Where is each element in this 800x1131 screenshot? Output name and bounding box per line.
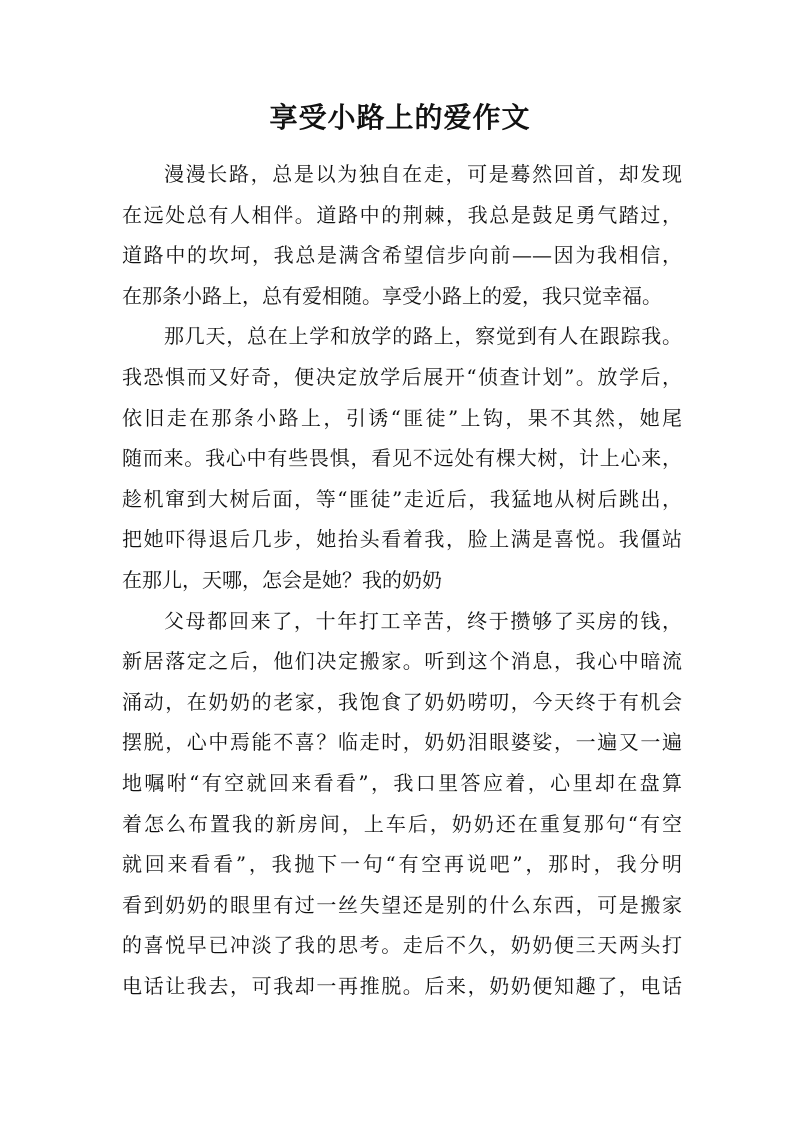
body-line: 看到奶奶的眼里有过一丝失望还是别的什么东西，可是搬家 — [122, 892, 682, 917]
body-line: 就回来看看”，我抛下一句“有空再说吧”，那时，我分明 — [122, 852, 682, 877]
body-line: 涌动，在奶奶的老家，我饱食了奶奶唠叨，今天终于有机会 — [122, 689, 682, 714]
body-line: 新居落定之后，他们决定搬家。听到这个消息，我心中暗流 — [122, 649, 682, 674]
document-title: 享受小路上的爱作文 — [269, 101, 531, 134]
body-line: 电话让我去，可我却一再推脱。后来，奶奶便知趣了，电话 — [122, 973, 682, 998]
body-line: 地嘱咐“有空就回来看看”，我口里答应着，心里却在盘算 — [122, 770, 682, 795]
body-line: 随而来。我心中有些畏惧，看见不远处有棵大树，计上心来， — [122, 446, 682, 471]
body-line: 我恐惧而又好奇，便决定放学后展开“侦查计划”。放学后， — [122, 364, 682, 389]
body-line: 在远处总有人相伴。道路中的荆棘，我总是鼓足勇气踏过， — [122, 202, 682, 227]
body-line: 漫漫长路，总是以为独自在走，可是蓦然回首，却发现 — [164, 162, 682, 186]
body-line: 在那条小路上，总有爱相随。享受小路上的爱，我只觉幸福。 — [122, 283, 662, 308]
body-line: 趁机窜到大树后面，等“匪徒”走近后，我猛地从树后跳出， — [122, 486, 682, 511]
body-line: 把她吓得退后几步，她抬头看着我，脸上满是喜悦。我僵站 — [122, 527, 682, 552]
document-body — [122, 154, 682, 1006]
body-line: 那几天，总在上学和放学的路上，察觉到有人在跟踪我。 — [164, 324, 682, 349]
body-line: 道路中的坎坷，我总是满含希望信步向前——因为我相信， — [122, 243, 682, 268]
body-line: 在那儿，天哪，怎会是她？我的奶奶 — [122, 567, 442, 592]
body-line: 摆脱，心中焉能不喜？临走时，奶奶泪眼婆娑，一遍又一遍 — [122, 730, 682, 755]
body-line: 的喜悦早已冲淡了我的思考。走后不久，奶奶便三天两头打 — [122, 933, 682, 958]
body-line: 依旧走在那条小路上，引诱“匪徒”上钩，果不其然，她尾 — [122, 405, 682, 430]
body-line: 着怎么布置我的新房间，上车后，奶奶还在重复那句“有空 — [122, 811, 682, 836]
body-line: 父母都回来了，十年打工辛苦，终于攒够了买房的钱， — [164, 608, 682, 633]
